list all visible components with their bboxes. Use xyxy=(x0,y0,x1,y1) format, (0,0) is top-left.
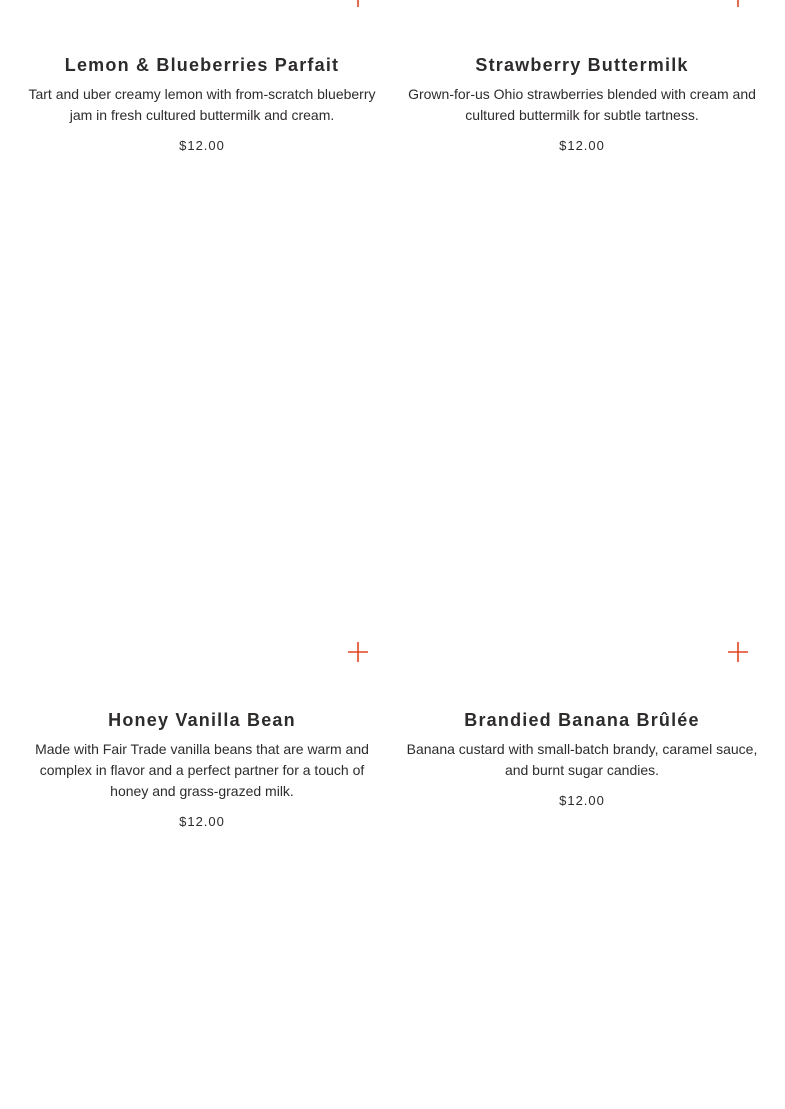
product-info xyxy=(12,675,392,832)
add-to-cart-button[interactable] xyxy=(347,0,369,8)
product-card-lemon-blueberries-parfait[interactable] xyxy=(12,0,392,156)
add-to-cart-button[interactable] xyxy=(347,641,369,663)
plus-icon xyxy=(727,641,749,663)
add-to-cart-button[interactable] xyxy=(727,0,749,8)
plus-icon xyxy=(347,641,369,663)
product-image[interactable] xyxy=(12,310,392,675)
product-image[interactable] xyxy=(12,0,392,20)
product-description: Made with Fair Trade vanilla beans that are warm and complex in flavor and a perfect partner for a touch of honey and grass-grazed milk. xyxy=(35,741,369,799)
product-card-strawberry-buttermilk[interactable] xyxy=(392,0,772,156)
product-description: Tart and uber creamy lemon with from-scratch blueberry jam in fresh cultured buttermilk and cream. xyxy=(28,86,376,123)
product-price: $12.00 xyxy=(559,138,605,153)
product-price: $12.00 xyxy=(179,814,225,829)
product-card-brandied-banana-brulee[interactable] xyxy=(392,310,772,811)
product-info xyxy=(12,20,392,156)
plus-icon xyxy=(347,0,369,8)
product-title[interactable]: Brandied Banana Brûlée xyxy=(464,710,700,730)
product-description: Grown-for-us Ohio strawberries blended with cream and cultured buttermilk for subtle tartness. xyxy=(408,86,756,123)
product-price: $12.00 xyxy=(559,793,605,808)
product-description: Banana custard with small-batch brandy, caramel sauce, and burnt sugar candies. xyxy=(406,741,758,778)
add-to-cart-button[interactable] xyxy=(727,641,749,663)
product-image[interactable] xyxy=(392,310,772,675)
product-title[interactable]: Honey Vanilla Bean xyxy=(108,710,296,730)
product-price: $12.00 xyxy=(179,138,225,153)
product-image[interactable] xyxy=(392,0,772,20)
product-card-honey-vanilla-bean[interactable] xyxy=(12,310,392,832)
product-title[interactable]: Strawberry Buttermilk xyxy=(475,55,689,75)
product-info xyxy=(392,675,772,811)
plus-icon xyxy=(727,0,749,8)
product-title[interactable]: Lemon & Blueberries Parfait xyxy=(64,55,340,75)
product-info xyxy=(392,20,772,156)
